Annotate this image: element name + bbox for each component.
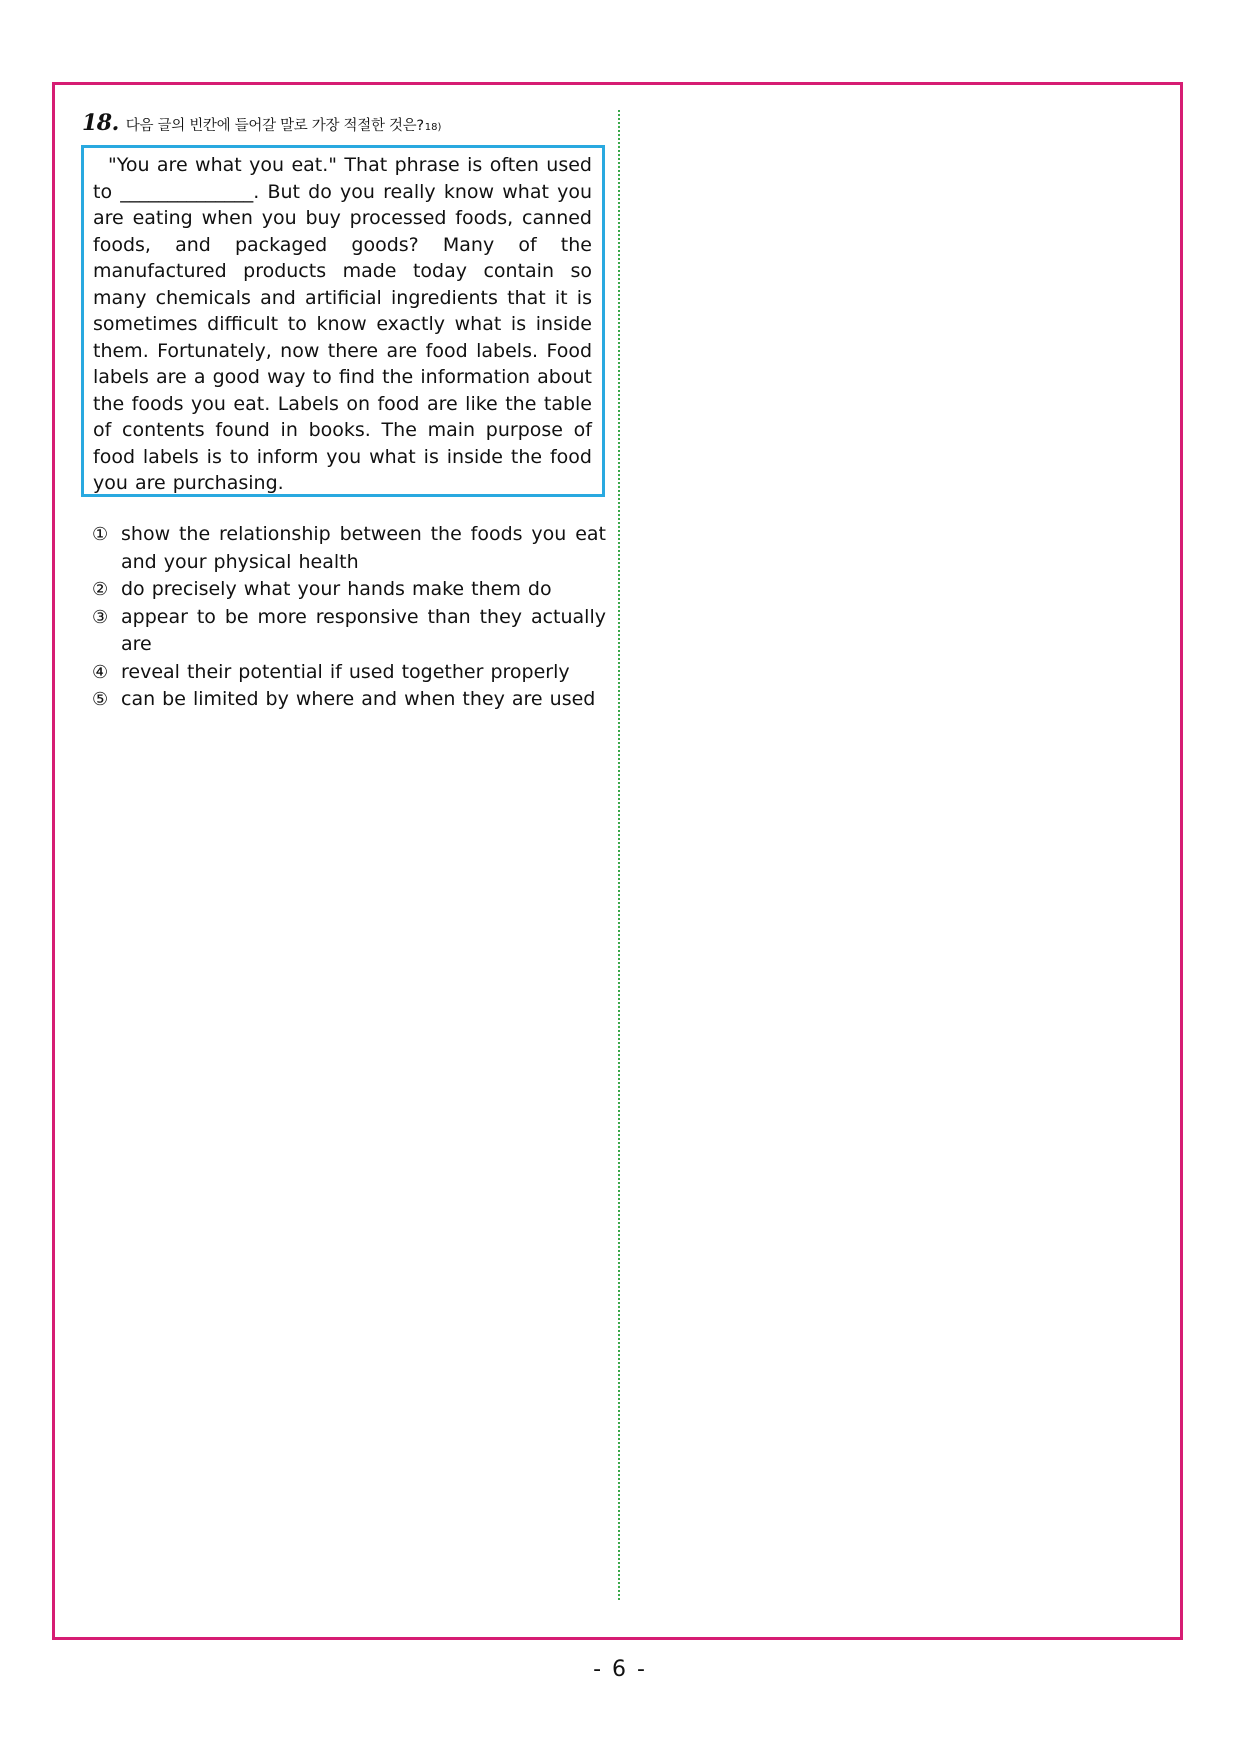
option-marker: ③ (92, 606, 109, 628)
question-header (82, 110, 441, 140)
question-prompt: 다음 글의 빈칸에 들어갈 말로 가장 적절한 것은? (125, 118, 424, 134)
column-divider (618, 110, 620, 1600)
passage-box (81, 145, 605, 497)
passage-text: "You are what you eat." That phrase is often used to ______________. But do you really know what you are eating when you buy processed foods, canned foods, and packaged goods? Many of the manufactured products made today contain so many chemicals and artificial ingredients that it is sometimes difficult to know exactly what is inside them. Fortunately, now there are food labels. Food labels are a good way to find the information about the foods you eat. Labels on food are like the table of contents found in books. The main purpose of food labels is to inform you what is inside the food you are purchasing. (93, 154, 592, 494)
answer-option-5[interactable] (92, 686, 606, 714)
page-number: - 6 - (593, 1657, 647, 1682)
question-number: 18. (82, 110, 119, 136)
answer-options (92, 521, 606, 714)
answer-option-4[interactable] (92, 659, 606, 687)
option-marker: ② (92, 579, 109, 600)
option-marker: ⑤ (92, 689, 109, 710)
answer-option-2[interactable] (92, 576, 606, 604)
answer-option-1[interactable] (92, 521, 606, 576)
option-text: reveal their potential if used together properly (121, 660, 570, 683)
answer-option-3[interactable] (92, 604, 606, 659)
option-marker: ① (92, 524, 109, 545)
option-text: show the relationship between the foods you eat and your physical health (121, 523, 606, 573)
option-text: do precisely what your hands make them do (121, 578, 552, 600)
option-text: can be limited by where and when they are used (121, 688, 596, 710)
option-text: appear to be more responsive than they actually are (121, 605, 606, 655)
question-footnote: 18) (424, 122, 442, 133)
option-marker: ④ (92, 661, 109, 683)
